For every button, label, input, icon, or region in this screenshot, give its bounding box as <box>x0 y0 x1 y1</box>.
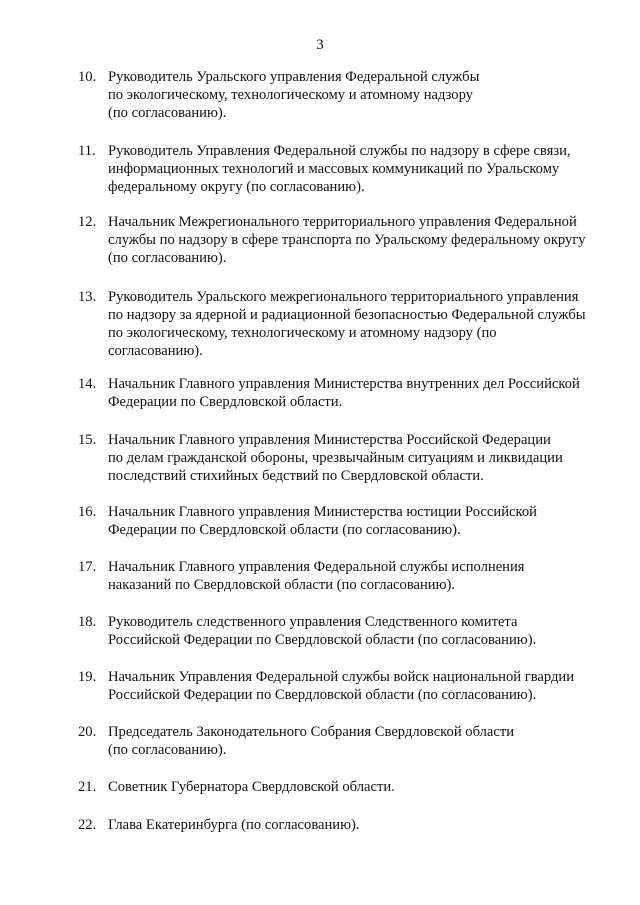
list-item-line: согласованию). <box>108 343 203 359</box>
list-item-number: 14. <box>78 376 97 392</box>
list-item-number: 16. <box>78 504 97 520</box>
list-item-20 <box>78 723 608 759</box>
list-item-21 <box>78 778 608 796</box>
list-item-text <box>108 288 608 360</box>
list-item-number: 13. <box>78 289 97 305</box>
list-item-line: последствий стихийных бедствий по Свердловской области. <box>108 468 484 484</box>
list-item-line: службы по надзору в сфере транспорта по Уральскому федеральному округу <box>108 232 586 248</box>
list-item-text <box>108 431 608 485</box>
list-item-13 <box>78 288 608 360</box>
list-item-line: Начальник Главного управления Министерства Российской Федерации <box>108 432 551 448</box>
list-item-number: 10. <box>78 69 97 85</box>
list-item-text <box>108 142 608 196</box>
list-item-number: 21. <box>78 779 97 795</box>
list-item-15 <box>78 431 608 485</box>
list-item-line: Начальник Главного управления Министерства юстиции Российской <box>108 504 537 520</box>
list-item-line: Руководитель Управления Федеральной службы по надзору в сфере связи, <box>108 143 571 159</box>
list-item-line: Глава Екатеринбурга (по согласованию). <box>108 817 360 833</box>
list-item-number: 15. <box>78 432 97 448</box>
list-item-line: Федерации по Свердловской области. <box>108 394 343 410</box>
list-item-line: федеральному округу (по согласованию). <box>108 179 365 195</box>
list-item-text <box>108 68 608 122</box>
page-number: 3 <box>316 37 324 53</box>
list-item-line: (по согласованию). <box>108 105 227 121</box>
list-item-line: Федерации по Свердловской области (по согласованию). <box>108 522 461 538</box>
list-item-12 <box>78 213 608 267</box>
list-item-18 <box>78 613 608 649</box>
list-item-line: (по согласованию). <box>108 250 227 266</box>
list-item-19 <box>78 668 608 704</box>
list-item-number: 19. <box>78 669 97 685</box>
list-item-line: по экологическому, технологическому и атомному надзору <box>108 87 473 103</box>
list-item-text <box>108 375 608 411</box>
list-item-11 <box>78 142 608 196</box>
list-item-line: Руководитель следственного управления Следственного комитета <box>108 614 518 630</box>
list-item-line: Руководитель Уральского управления Федеральной службы <box>108 69 480 85</box>
list-item-line: Советник Губернатора Свердловской области. <box>108 779 395 795</box>
list-item-text <box>108 558 608 594</box>
list-item-number: 12. <box>78 214 97 230</box>
list-item-number: 20. <box>78 724 97 740</box>
list-item-22 <box>78 816 608 834</box>
list-item-17 <box>78 558 608 594</box>
list-item-line: (по согласованию). <box>108 742 227 758</box>
list-item-line: Начальник Управления Федеральной службы войск национальной гвардии <box>108 669 575 685</box>
list-item-line: Российской Федерации по Свердловской области (по согласованию). <box>108 632 537 648</box>
list-item-text <box>108 778 608 796</box>
list-item-line: Начальник Главного управления Министерства внутренних дел Российской <box>108 376 580 392</box>
list-item-16 <box>78 503 608 539</box>
list-item-14 <box>78 375 608 411</box>
list-item-number: 22. <box>78 817 97 833</box>
list-item-text <box>108 816 608 834</box>
list-item-text <box>108 503 608 539</box>
list-item-text <box>108 213 608 267</box>
list-item-line: по делам гражданской обороны, чрезвычайным ситуациям и ликвидации <box>108 450 563 466</box>
list-item-number: 11. <box>78 143 96 159</box>
list-item-number: 17. <box>78 559 97 575</box>
list-item-text <box>108 613 608 649</box>
list-item-line: по надзору за ядерной и радиационной безопасностью Федеральной службы <box>108 307 586 323</box>
list-item-text <box>108 668 608 704</box>
list-item-line: информационных технологий и массовых коммуникаций по Уральскому <box>108 161 560 177</box>
list-item-text <box>108 723 608 759</box>
list-item-line: Начальник Межрегионального территориального управления Федеральной <box>108 214 577 230</box>
list-item-line: Председатель Законодательного Собрания Свердловской области <box>108 724 515 740</box>
list-item-10 <box>78 68 608 122</box>
list-item-line: Руководитель Уральского межрегионального территориального управления <box>108 289 579 305</box>
list-item-line: Начальник Главного управления Федеральной службы исполнения <box>108 559 525 575</box>
list-item-line: наказаний по Свердловской области (по согласованию). <box>108 577 456 593</box>
list-item-line: Российской Федерации по Свердловской области (по согласованию). <box>108 687 537 703</box>
list-item-line: по экологическому, технологическому и атомному надзору (по <box>108 325 497 341</box>
list-item-number: 18. <box>78 614 97 630</box>
